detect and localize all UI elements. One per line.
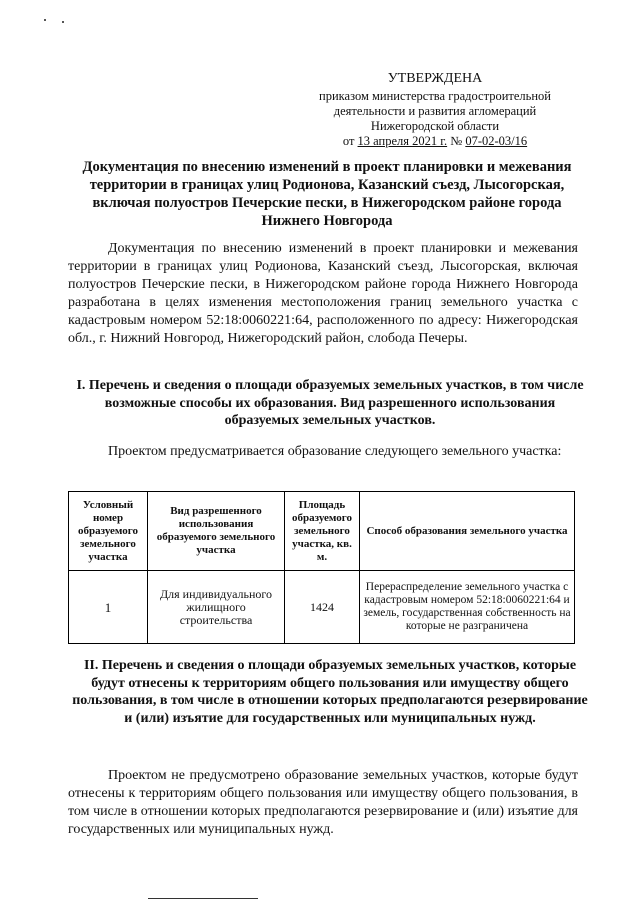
header-cell-use-type: Вид разрешенного использования образуемого земельного участка: [148, 492, 285, 571]
section-1-heading: I. Перечень и сведения о площади образуемых земельных участков, в том числе возможные способы их образования. Вид разрешенного использования образуемых земельных участков.: [76, 378, 584, 428]
footnote-divider: [148, 898, 258, 899]
cell-area: 1424: [285, 571, 360, 644]
date-prefix: от: [342, 134, 355, 148]
table-row: [69, 571, 575, 644]
header-cell-method: Способ образования земельного участка: [360, 492, 575, 571]
cell-number: 1: [69, 571, 148, 644]
section-1-text: Проектом предусматривается образование следующего земельного участка:: [108, 444, 562, 459]
land-plots-table: [68, 491, 575, 644]
section-2-text: Проектом не предусмотрено образование земельных участков, которые будут отнесены к территориям общего пользования или имуществу общего пользования, в том числе в отношении которых предполагаются резервирование и (или) изъятие для государственных или муниципальных нужд.: [68, 768, 578, 837]
cell-method: Перераспределение земельного участка с кадастровым номером 52:18:0060221:64 и земель, государственная собственность на которые не разграничена: [360, 571, 575, 644]
approval-line: приказом министерства градостроительной: [319, 89, 551, 103]
approval-line: деятельности и развития агломераций: [333, 104, 537, 118]
intro-paragraph: Документация по внесению изменений в проект планировки и межевания территории в границах улиц Родионова, Казанский съезд, Лысогорская, включая полуостров Печерские пески, в Нижегородском районе города Нижнего Новгорода разработана в целях изменения местоположения границ земельного участка с кадастровым номером 52:18:0060221:64, расположенного по адресу: Нижегородская обл., г. Нижний Новгород, Нижегородский район, слобода Печеры.: [68, 241, 578, 346]
approval-block: [300, 70, 570, 149]
approval-date-line: [300, 134, 570, 149]
table-header-row: [69, 492, 575, 571]
approval-line: Нижегородской области: [370, 119, 500, 133]
cell-use-type: Для индивидуального жилищного строительства: [148, 571, 285, 644]
header-cell-number: Условный номер образуемого земельного участка: [69, 492, 148, 571]
approval-number: 07-02-03/16: [465, 134, 528, 148]
number-prefix: №: [450, 134, 463, 148]
approval-heading: УТВЕРЖДЕНА: [387, 71, 483, 86]
document-title: Документация по внесению изменений в проект планировки и межевания территории в границах улиц Родионова, Казанский съезд, Лысогорская, включая полуостров Печерские пески, в Нижегородском районе города Нижнего Новгорода: [82, 159, 572, 229]
approval-date: 13 апреля 2021 г.: [357, 134, 448, 148]
section-2-heading: II. Перечень и сведения о площади образуемых земельных участков, которые будут отнесены к территориям общего пользования или имуществу общего пользования, в том числе в отношении которых предполагаются резервирование и (или) изъятие для государственных или муниципальных нужд.: [72, 658, 588, 726]
scan-speck: [44, 19, 46, 21]
scan-speck: [62, 21, 64, 23]
header-cell-area: Площадь образуемого земельного участка, кв. м.: [285, 492, 360, 571]
